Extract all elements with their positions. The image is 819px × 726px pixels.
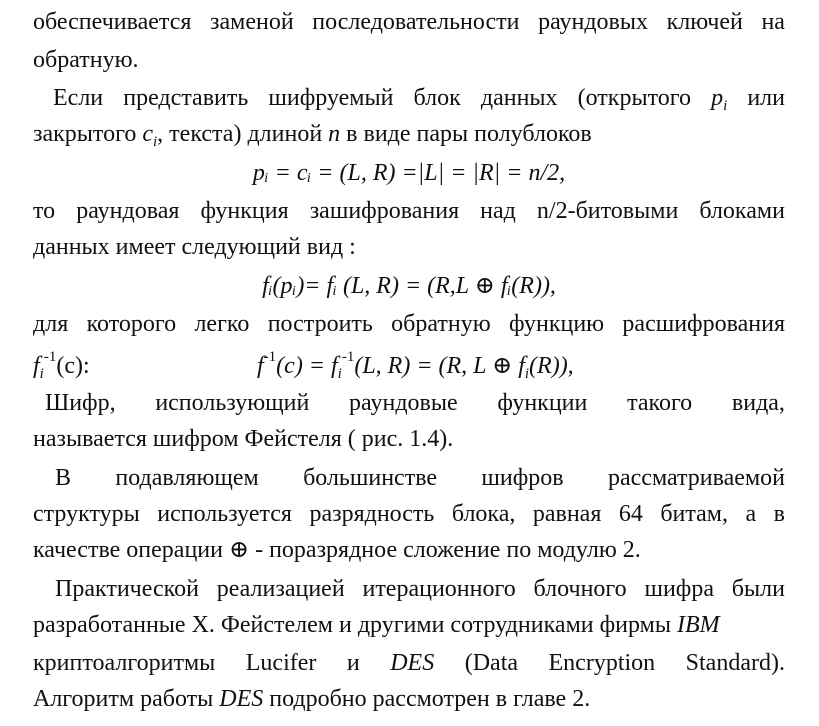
word: обеспечивается [33,9,192,35]
paragraph-6-line-2: структуры используется разрядность блока, равная 64 битам, а в [33,501,785,527]
word: данных [480,85,558,111]
word: или [747,85,785,111]
paragraph-1-line-1 [33,4,785,40]
paragraph-7-line-4: Алгоритм работы DES подробно рассмотрен в главе 2. [33,686,591,712]
equation-3: $f^{-1}(c) = f_i^{-1}(L$, R) = (R, L ⊕ $f_i(R)$), [257,349,574,382]
word: на [761,9,785,35]
word: последовательности [312,9,520,35]
paragraph-2-line-2: закрытого $c_i$, текста) длиной n в виде пары полублоков [33,121,592,150]
paragraph-6-line-3: качестве операции ⊕ - поразрядное сложение по модулю 2. [33,537,641,563]
word: заменой [210,9,294,35]
word: блок [413,85,461,111]
word: ключей [666,9,743,35]
paragraph-1-line-2: обратную. [33,47,139,73]
paragraph-3-line-2: данных имеет следующий вид : [33,234,356,260]
paragraph-6-line-1: В подавляющем большинстве шифров рассматриваемой [55,465,785,491]
paragraph-3-line-1: то раундовая функция зашифрования над n/2-битовыми блоками [33,198,785,224]
word: представить [123,85,249,111]
paragraph-7-line-3: криптоалгоритмы Lucifer и DES (Data Encryption Standard). [33,650,785,676]
paragraph-7-line-1: Практической реализацией итерационного блочного шифра были [55,576,785,602]
word: раундовых [538,9,649,35]
paragraph-4-line-2 [33,348,785,384]
math-f-inverse: $f_i^{-1}(c)$: [33,349,90,382]
equation-2: fᵢ(pᵢ)= fᵢ (L, R) = (R,L ⊕ fᵢ(R)), [262,273,556,299]
paragraph-7-line-2: разработанные Х. Фейстелем и другими сотрудниками фирмы IBM [33,612,720,638]
math-p-i: $p_i$ [711,85,728,114]
word: Если [53,85,104,111]
paragraph-5-line-1: Шифр, использующий раундовые функции такого вида, [45,390,785,416]
word: шифруемый [268,85,394,111]
paragraph-4-line-1: для которого легко построить обратную функцию расшифрования [33,311,785,337]
equation-1: pᵢ = cᵢ = (L, R) =|L| = |R| = n/2, [252,160,566,186]
paragraph-2-line-1 [33,80,785,116]
paragraph-5-line-2: называется шифром Фейстеля ( рис. 1.4). [33,426,454,452]
word: (открытого [577,85,691,111]
